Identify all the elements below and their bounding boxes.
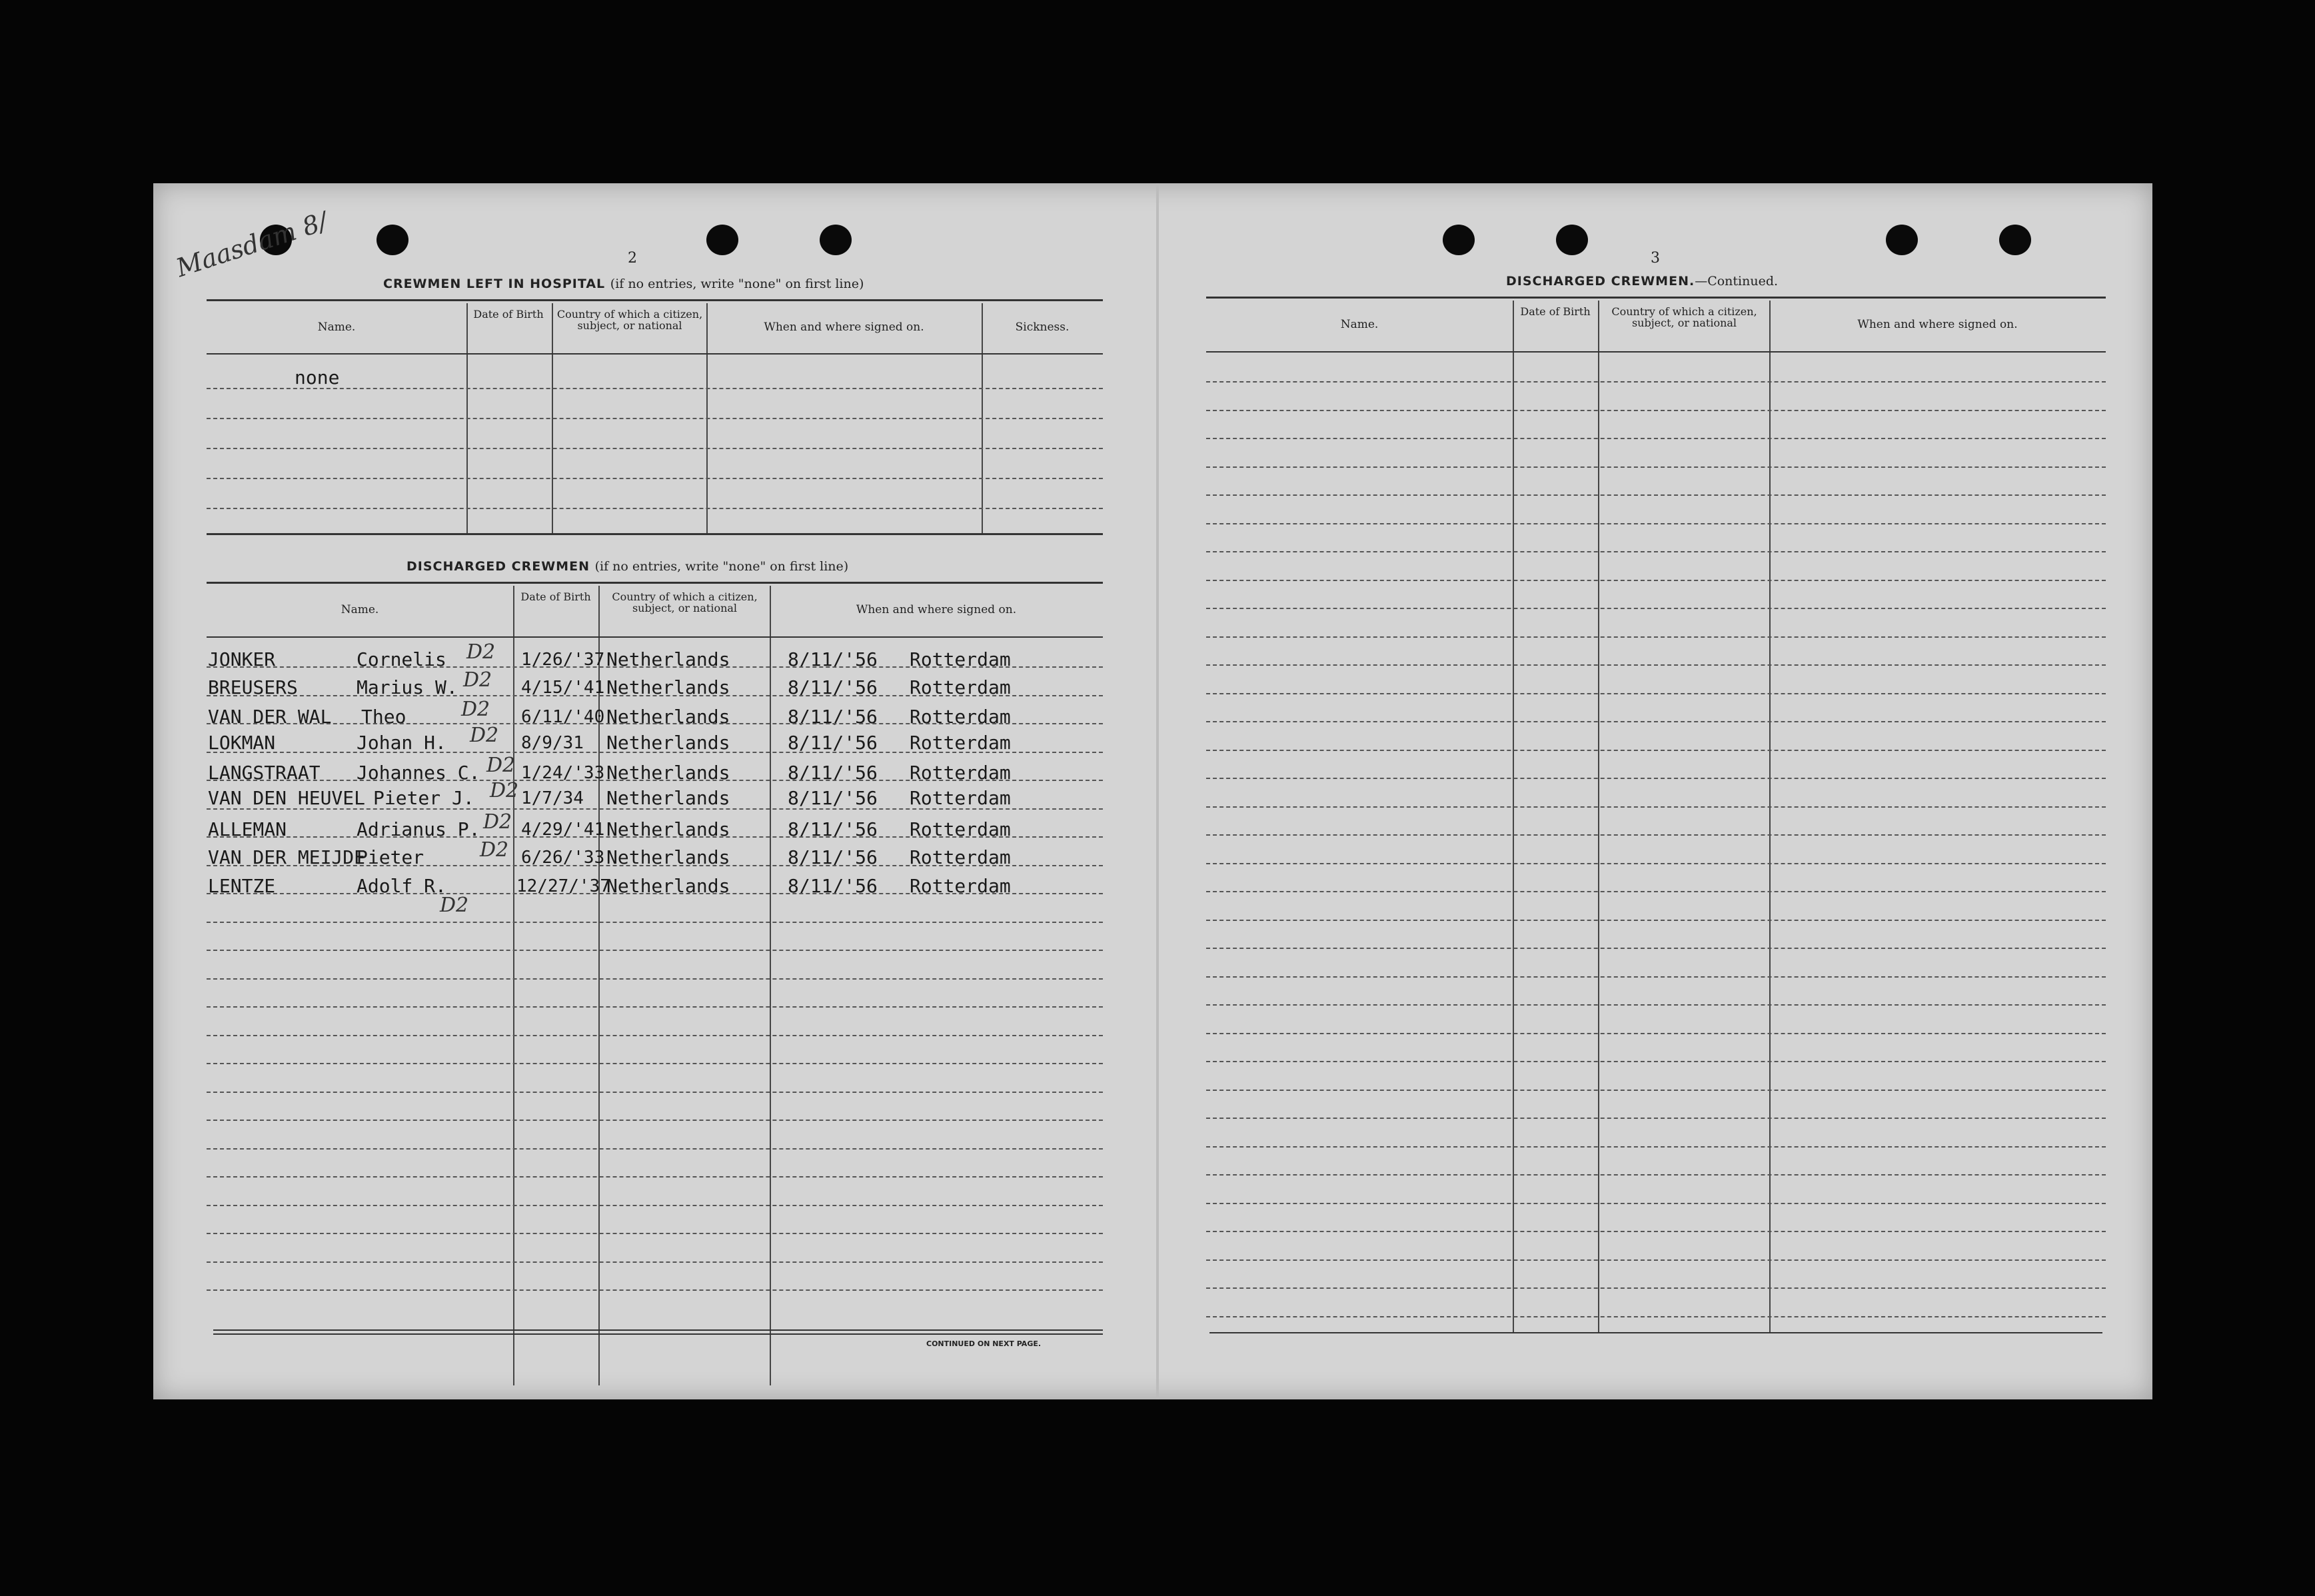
crew-signed-place: Rotterdam (910, 818, 1011, 840)
discharged-ruled-line (207, 1148, 1103, 1150)
discharged-ruled-line (207, 922, 1103, 923)
crew-signed-date: 8/11/'56 (788, 762, 878, 784)
crew-signed-place: Rotterdam (910, 676, 1011, 698)
hospital-header-sickness: Sickness. (1015, 321, 1070, 334)
hospital-section-title (383, 277, 864, 291)
crew-signed-date: 8/11/'56 (788, 787, 878, 809)
crew-surname: VAN DEN HEUVEL (208, 787, 366, 809)
handwritten-annotation: D2 (483, 810, 512, 834)
discharged-ruled-line (207, 780, 1103, 781)
page-fold (1156, 183, 1159, 1399)
hospital-header-dob: Date of Birth (473, 308, 544, 321)
hospital-ruled-line (207, 418, 1103, 419)
right-ruled-line (1206, 948, 2106, 949)
punch-hole (706, 225, 738, 255)
right-ruled-line (1206, 523, 2106, 524)
right-ruled-line (1206, 1090, 2106, 1091)
discharged-ruled-line (207, 1120, 1103, 1121)
discharged-ruled-line (207, 836, 1103, 838)
crew-given-name: Adolf R. (357, 875, 446, 897)
discharged-col-divider (598, 586, 600, 1385)
right-ruled-line (1206, 1231, 2106, 1232)
right-header-rule (1206, 351, 2106, 353)
hospital-instruction: (if no entries, write "none" on first line) (610, 277, 864, 291)
handwritten-annotation: D2 (470, 724, 499, 747)
hospital-ruled-line (207, 508, 1103, 509)
hospital-top-rule (207, 299, 1103, 301)
discharged-col-divider (770, 586, 771, 1385)
handwritten-annotation: D2 (486, 754, 516, 777)
crew-signed-date: 8/11/'56 (788, 648, 878, 670)
discharged-bottom-rule-2 (213, 1333, 1103, 1335)
right-header-dob: Date of Birth (1520, 305, 1591, 318)
discharged-ruled-line (207, 1035, 1103, 1036)
crew-signed-place: Rotterdam (910, 732, 1011, 754)
crew-given-name: Pieter J. (373, 787, 474, 809)
punch-hole (1556, 225, 1588, 255)
hospital-ruled-line (207, 448, 1103, 449)
discharged-top-rule (207, 582, 1103, 584)
crew-signed-place: Rotterdam (910, 875, 1011, 897)
crew-signed-date: 8/11/'56 (788, 706, 878, 728)
crew-country: Netherlands (606, 706, 730, 728)
crew-signed-place: Rotterdam (910, 762, 1011, 784)
right-ruled-line (1206, 1174, 2106, 1176)
crew-country: Netherlands (606, 648, 730, 670)
right-col-divider (1513, 301, 1514, 1333)
right-ruled-line (1206, 920, 2106, 921)
right-ruled-line (1206, 494, 2106, 496)
discharged-ruled-line (207, 695, 1103, 696)
hospital-header-country: Country of which a citizen, subject, or national (556, 308, 703, 332)
crew-signed-place: Rotterdam (910, 846, 1011, 868)
crew-surname: VAN DER MEIJDE (208, 846, 366, 868)
crew-country: Netherlands (606, 818, 730, 840)
hospital-ruled-line (207, 478, 1103, 479)
discharged-instruction: (if no entries, write "none" on first line) (594, 559, 849, 574)
punch-hole (1999, 225, 2031, 255)
discharged-ruled-line (207, 1063, 1103, 1064)
right-ruled-line (1206, 1146, 2106, 1148)
hospital-header-name: Name. (317, 321, 356, 334)
right-section-title (1506, 274, 1778, 289)
discharged-header-name: Name. (341, 603, 379, 616)
right-ruled-line (1206, 778, 2106, 779)
right-ruled-line (1206, 834, 2106, 836)
hospital-entry: none (295, 367, 340, 389)
handwritten-annotation: D2 (440, 894, 469, 917)
right-bottom-rule (1209, 1332, 2102, 1333)
crew-dob: 1/24/'33 (521, 763, 605, 783)
right-ruled-line (1206, 410, 2106, 411)
discharged-bottom-rule (213, 1329, 1103, 1331)
handwritten-annotation: D2 (466, 640, 496, 664)
discharged-col-divider (513, 586, 514, 1385)
crew-dob: 1/7/34 (521, 788, 584, 808)
discharged-ruled-line (207, 1092, 1103, 1093)
handwritten-annotation: D2 (490, 779, 519, 802)
right-ruled-line (1206, 580, 2106, 581)
crew-signed-place: Rotterdam (910, 706, 1011, 728)
right-ruled-line (1206, 381, 2106, 383)
discharged-ruled-line (207, 978, 1103, 980)
punch-hole (1886, 225, 1918, 255)
crew-dob: 1/26/'37 (521, 650, 605, 670)
right-col-divider (1769, 301, 1771, 1333)
hospital-title: CREWMEN LEFT IN HOSPITAL (383, 277, 606, 291)
crew-country: Netherlands (606, 846, 730, 868)
crew-country: Netherlands (606, 732, 730, 754)
right-ruled-line (1206, 1033, 2106, 1034)
crew-country: Netherlands (606, 762, 730, 784)
crew-surname: LENTZE (208, 875, 276, 897)
punch-hole (820, 225, 852, 255)
punch-hole (1443, 225, 1475, 255)
hospital-bottom-rule (207, 533, 1103, 535)
right-top-rule (1206, 297, 2106, 299)
crew-signed-date: 8/11/'56 (788, 732, 878, 754)
right-ruled-line (1206, 1287, 2106, 1289)
right-ruled-line (1206, 466, 2106, 468)
discharged-ruled-line (207, 1006, 1103, 1008)
discharged-ruled-line (207, 950, 1103, 951)
crew-signed-date: 8/11/'56 (788, 875, 878, 897)
discharged-header-signed: When and where signed on. (856, 603, 1017, 616)
right-ruled-line (1206, 636, 2106, 638)
right-header-country: Country of which a citizen, subject, or national (1611, 305, 1757, 329)
right-ruled-line (1206, 551, 2106, 552)
crew-country: Netherlands (606, 875, 730, 897)
right-ruled-line (1206, 976, 2106, 978)
crew-dob: 4/15/'41 (521, 678, 605, 698)
crew-surname: LOKMAN (208, 732, 276, 754)
crew-surname: JONKER (208, 648, 276, 670)
crew-given-name: Theo (361, 706, 406, 728)
hospital-header-signed: When and where signed on. (764, 321, 924, 334)
page-number-right: 3 (1651, 250, 1660, 267)
right-ruled-line (1206, 1061, 2106, 1062)
discharged-header-rule (207, 636, 1103, 638)
crew-dob: 6/11/'40 (521, 707, 605, 727)
discharged-ruled-line (207, 752, 1103, 753)
handwritten-annotation: D2 (461, 698, 490, 721)
discharged-ruled-line (207, 1176, 1103, 1178)
right-title: DISCHARGED CREWMEN. (1506, 274, 1695, 289)
discharged-ruled-line (207, 1205, 1103, 1206)
crew-given-name: Johannes C. (357, 762, 480, 784)
right-ruled-line (1206, 891, 2106, 892)
crew-given-name: Adrianus P. (357, 818, 480, 840)
crew-given-name: Marius W. (357, 676, 458, 698)
crew-signed-date: 8/11/'56 (788, 818, 878, 840)
crew-country: Netherlands (606, 787, 730, 809)
crew-dob: 8/9/31 (521, 733, 584, 753)
discharged-ruled-line (207, 666, 1103, 668)
right-ruled-line (1206, 806, 2106, 808)
handwritten-annotation: D2 (480, 838, 509, 862)
punch-hole (377, 225, 408, 255)
crew-dob: 12/27/'37 (516, 876, 610, 896)
crew-signed-place: Rotterdam (910, 648, 1011, 670)
discharged-section-title (406, 559, 848, 574)
hospital-header-rule (207, 353, 1103, 355)
document-sheet (153, 183, 2152, 1399)
discharged-ruled-line (207, 1289, 1103, 1291)
crew-given-name: Johan H. (357, 732, 446, 754)
discharged-ruled-line (207, 893, 1103, 894)
discharged-ruled-line (207, 1261, 1103, 1263)
discharged-header-country: Country of which a citizen, subject, or national (612, 590, 758, 614)
right-col-divider (1598, 301, 1599, 1333)
right-title-suffix: —Continued. (1695, 274, 1779, 289)
right-ruled-line (1206, 1203, 2106, 1204)
discharged-ruled-line (207, 1233, 1103, 1234)
right-ruled-line (1206, 664, 2106, 666)
right-ruled-line (1206, 863, 2106, 864)
handwritten-annotation: D2 (463, 668, 492, 692)
crew-signed-place: Rotterdam (910, 787, 1011, 809)
right-ruled-line (1206, 608, 2106, 609)
continued-footnote: CONTINUED ON NEXT PAGE. (926, 1339, 1042, 1348)
crew-surname: BREUSERS (208, 676, 298, 698)
right-ruled-line (1206, 1118, 2106, 1119)
crew-surname: ALLEMAN (208, 818, 287, 840)
right-ruled-line (1206, 1259, 2106, 1261)
crew-surname: VAN DER WAL (208, 706, 332, 728)
hospital-ruled-line (207, 388, 1103, 389)
crew-surname: LANGSTRAAT (208, 762, 321, 784)
right-ruled-line (1206, 750, 2106, 751)
discharged-title: DISCHARGED CREWMEN (406, 559, 590, 574)
discharged-ruled-line (207, 723, 1103, 724)
right-header-signed: When and where signed on. (1857, 318, 2018, 331)
crew-dob: 4/29/'41 (521, 820, 605, 840)
crew-given-name: Cornelis (357, 648, 446, 670)
right-ruled-line (1206, 1316, 2106, 1317)
discharged-ruled-line (207, 808, 1103, 810)
crew-dob: 6/26/'33 (521, 848, 605, 868)
right-header-name: Name. (1340, 318, 1379, 331)
discharged-ruled-line (207, 865, 1103, 866)
right-ruled-line (1206, 1004, 2106, 1006)
right-ruled-line (1206, 721, 2106, 722)
page-number-left: 2 (628, 250, 637, 267)
right-ruled-line (1206, 693, 2106, 694)
discharged-header-dob: Date of Birth (520, 590, 591, 603)
right-ruled-line (1206, 438, 2106, 439)
crew-country: Netherlands (606, 676, 730, 698)
crew-given-name: Pieter (357, 846, 424, 868)
corner-note: Maasdam 8/ (172, 206, 331, 283)
crew-signed-date: 8/11/'56 (788, 676, 878, 698)
crew-signed-date: 8/11/'56 (788, 846, 878, 868)
